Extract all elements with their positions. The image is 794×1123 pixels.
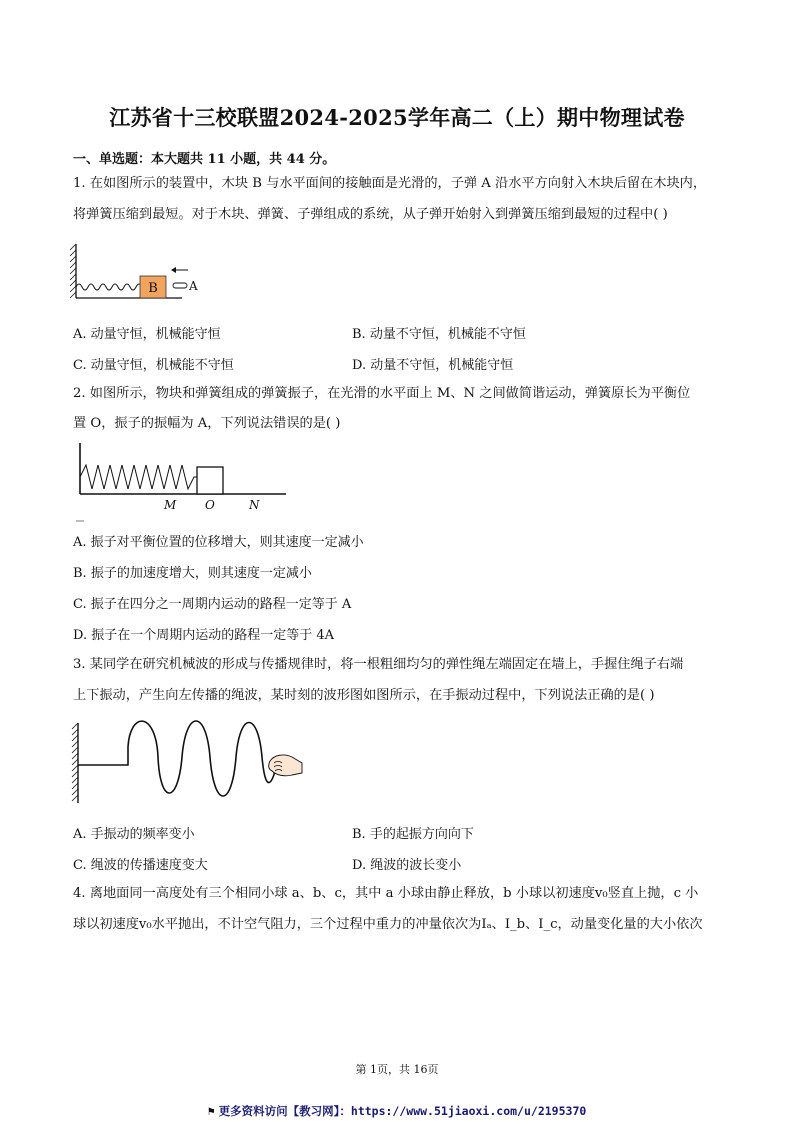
q3-option-d: D. 绳波的波长变小 xyxy=(352,858,462,873)
q2-stem-line1: 2. 如图所示，物块和弹簧组成的弹簧振子，在光滑的水平面上 M、N 之间做简谐运动，弹簧原长为平衡位 xyxy=(73,386,691,401)
promo-text: 更多资料访问【教习网】：https://www.51jiaoxi.com/u/2195370 xyxy=(218,1104,587,1118)
q3-hand xyxy=(269,755,302,776)
q1-option-a: A. 动量守恒，机械能守恒 xyxy=(73,327,221,342)
q4-stem-line2: 球以初速度v₀水平抛出，不计空气阻力，三个过程中重力的冲量依次为Iₐ、I_b、I_c，动量变化量的大小依次 xyxy=(73,917,703,932)
q3-stem-line1: 3. 某同学在研究机械波的形成与传播规律时，将一根粗细均匀的弹性绳左端固定在墙上，手握住绳子右端 xyxy=(73,657,684,672)
q3-figure xyxy=(70,717,305,809)
q1-stem-line2: 将弹簧压缩到最短。对于木块、弹簧、子弹组成的系统，从子弹开始射入到弹簧压缩到最短的过程中( ) xyxy=(73,207,668,222)
q3-option-b: B. 手的起振方向向下 xyxy=(352,827,474,842)
page-title: 江苏省十三校联盟2024-2025学年高二（上）期中物理试卷 xyxy=(109,105,685,130)
q1-option-c: C. 动量守恒，机械能不守恒 xyxy=(73,358,234,373)
q1-bullet-a xyxy=(173,283,187,288)
q1-figure xyxy=(70,240,210,305)
q2-option-a: A. 振子对平衡位置的位移增大，则其速度一定减小 xyxy=(73,535,364,550)
q4-stem-line1: 4. 离地面同一高度处有三个相同小球 a、b、c，其中 a 小球由静止释放，b 小球以初速度v₀竖直上抛，c 小 xyxy=(73,886,699,901)
promo-link[interactable] xyxy=(0,1103,794,1119)
flag-icon: ⚑ xyxy=(207,1104,215,1118)
q3-option-a: A. 手振动的频率变小 xyxy=(73,827,195,842)
q3-stem-line2: 上下振动，产生向左传播的绳波，某时刻的波形图如图所示，在手振动过程中，下列说法正确的是( ) xyxy=(73,688,655,703)
q1-option-b: B. 动量不守恒，机械能不守恒 xyxy=(352,327,526,342)
q1-option-d: D. 动量不守恒，机械能守恒 xyxy=(352,358,514,373)
q2-figure xyxy=(76,443,291,523)
q2-stem-line2: 置 O，振子的振幅为 A，下列说法错误的是( ) xyxy=(73,416,341,431)
q2-label-o: O xyxy=(205,498,215,512)
q3-option-c: C. 绳波的传播速度变大 xyxy=(73,858,208,873)
q1-bullet-label: A xyxy=(189,279,198,293)
q2-option-b: B. 振子的加速度增大，则其速度一定减小 xyxy=(73,566,312,581)
page-number: 第 1页，共 16页 xyxy=(355,1063,439,1076)
q2-block xyxy=(197,467,223,494)
q2-option-d: D. 振子在一个周期内运动的路程一定等于 4A xyxy=(73,628,335,643)
q1-stem-line1: 1. 在如图所示的装置中，木块 B 与水平面间的接触面是光滑的，子弹 A 沿水平方向射入木块后留在木块内， xyxy=(73,176,707,191)
q2-label-n: N xyxy=(249,498,260,512)
q2-label-m: M xyxy=(164,498,177,512)
q1-block-label: B xyxy=(148,281,158,296)
section-heading: 一、单选题：本大题共 11 小题，共 44 分。 xyxy=(73,152,336,167)
q2-option-c: C. 振子在四分之一周期内运动的路程一定等于 A xyxy=(73,597,352,612)
